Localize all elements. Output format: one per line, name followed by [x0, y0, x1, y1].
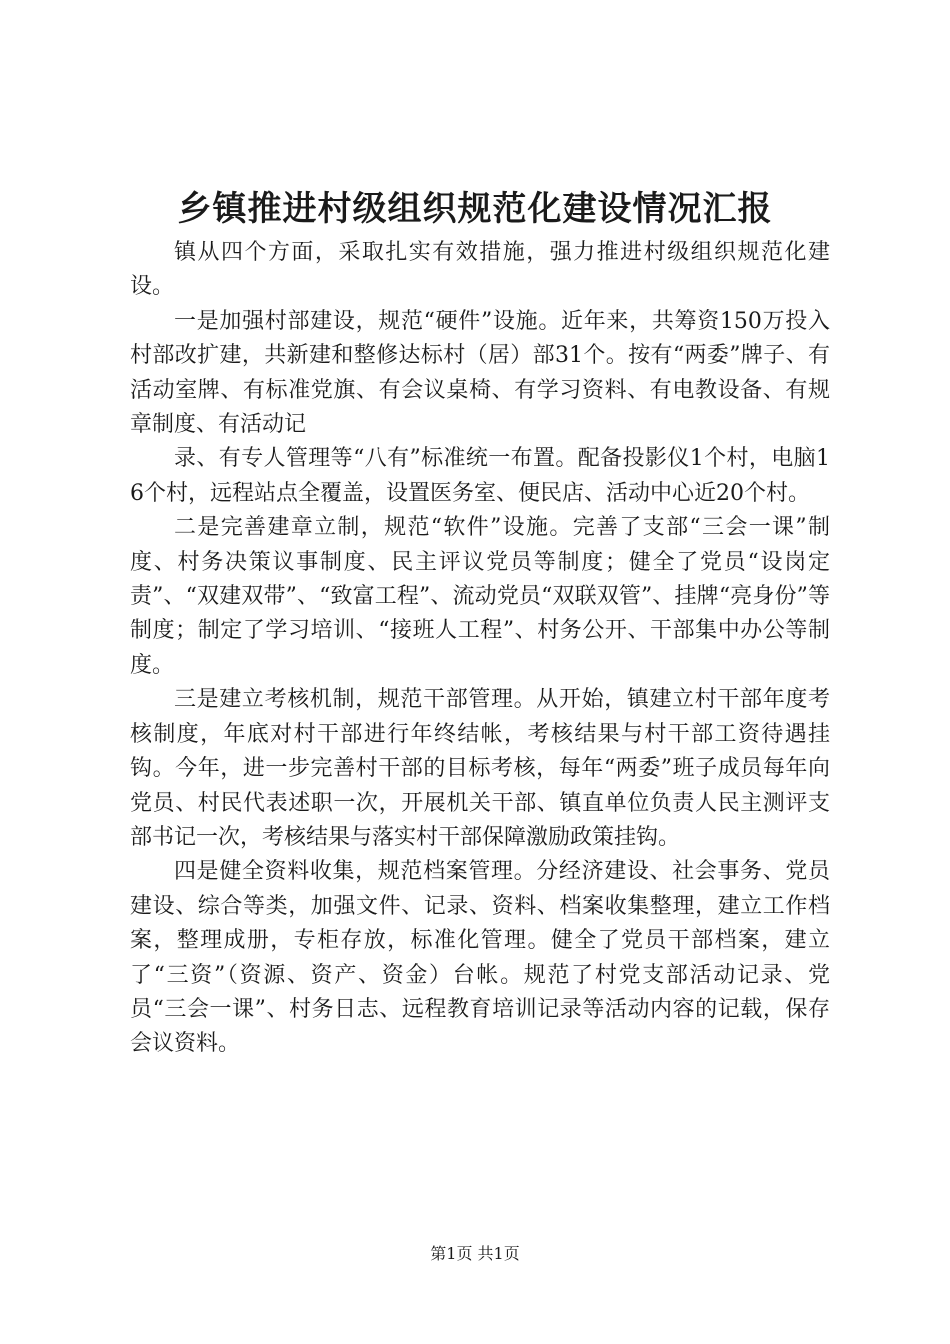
paragraph-assessment: 三是建立考核机制，规范干部管理。从开始，镇建立村干部年度考核制度，年底对村干部进行年终结帐，考核结果与村干部工资待遇挂钩。今年，进一步完善村干部的目标考核，每年“两委”班子成员每年向党员、村民代表述职一次，开展机关干部、镇直单位负责人民主测评支部书记一次，考核结果与落实村干部保障激励政策挂钩。	[130, 687, 830, 850]
paragraph-hardware-continued: 录、有专人管理等“八有”标准统一布置。配备投影仪1个村，电脑16个村，远程站点全覆盖，设置医务室、便民店、活动中心近20个村。	[130, 446, 830, 506]
paragraph-hardware: 一是加强村部建设，规范“硬件”设施。近年来，共筹资150万投入村部改扩建，共新建和整修达标村（居）部31个。按有“两委”牌子、有活动室牌、有标准党旗、有会议桌椅、有学习资料、有电教设备、有规章制度、有活动记	[130, 308, 830, 438]
paragraph-archives: 四是健全资料收集，规范档案管理。分经济建设、社会事务、党员建设、综合等类，加强文件、记录、资料、档案收集整理，建立工作档案，整理成册，专柜存放，标准化管理。健全了党员干部档案，建立了“三资”（资源、资产、资金）台帐。规范了村党支部活动记录、党员“三会一课”、村务日志、远程教育培训记录等活动内容的记载，保存会议资料。	[130, 859, 830, 1057]
document-title: 乡镇推进村级组织规范化建设情况汇报	[177, 189, 773, 229]
paragraph-intro: 镇从四个方面，采取扎实有效措施，强力推进村级组织规范化建设。	[130, 240, 830, 300]
page-footer: 第1页 共1页	[430, 1244, 520, 1263]
paragraph-software: 二是完善建章立制，规范“软件”设施。完善了支部“三会一课”制度、村务决策议事制度、民主评议党员等制度；健全了党员“设岗定责”、“双建双带”、“致富工程”、流动党员“双联双管”、挂牌“亮身份”等制度；制定了学习培训、“接班人工程”、村务公开、干部集中办公等制度。	[130, 515, 830, 678]
document-body	[130, 236, 830, 1062]
